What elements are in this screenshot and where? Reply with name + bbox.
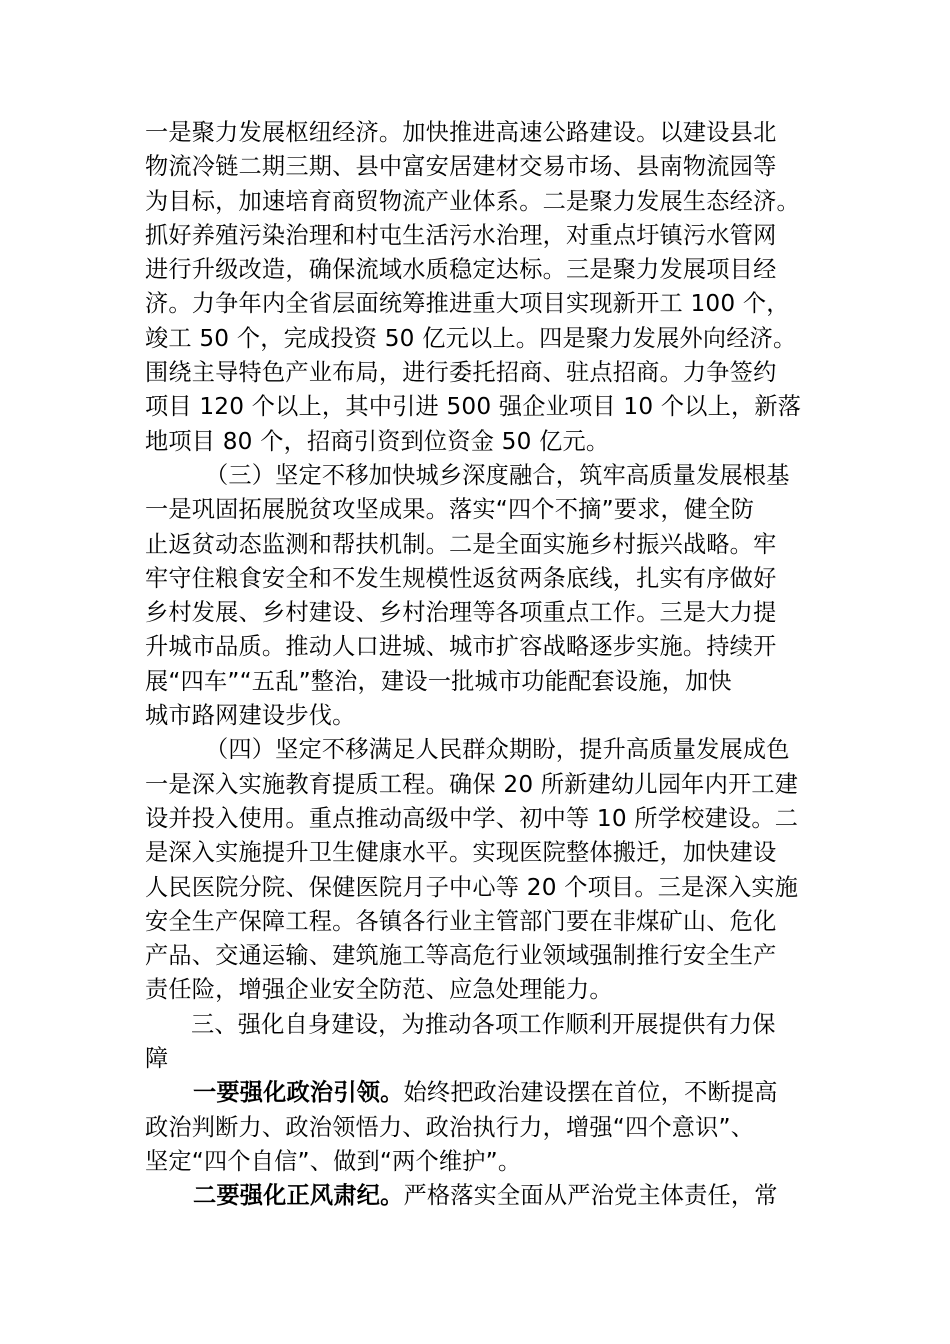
chapter-heading-3-cont: 障 [145, 1045, 169, 1073]
text-line-18: 城市路网建设步伐。 [145, 702, 356, 730]
text-line-8: 围绕主导特色产业布局，进行委托招商、驻点招商。力争签约 [145, 359, 777, 387]
text-line-25: 产品、交通运输、建筑施工等高危行业领域强制推行安全生产 [145, 942, 777, 970]
text-line-15: 乡村发展、乡村建设、乡村治理等各项重点工作。三是大力提 [145, 599, 777, 627]
text-line-17: 展“四车”“五乱”整治，建设一批城市功能配套设施，加快 [145, 667, 732, 695]
text-line-12: 一是巩固拓展脱贫攻坚成果。落实“四个不摘”要求，健全防 [145, 496, 755, 524]
text-line-32: 严格落实全面从严治党主体责任，常 [403, 1182, 778, 1210]
paragraph-political-leadership [145, 1076, 815, 1110]
text-line-9: 项目 120 个以上，其中引进 500 强企业项目 10 个以上，新落 [145, 393, 802, 421]
text-line-31: 坚定“四个自信”、做到“两个维护”。 [145, 1147, 522, 1175]
text-line-30: 政治判断力、政治领悟力、政治执行力，增强“四个意识”、 [145, 1113, 755, 1141]
text-line-4: 抓好养殖污染治理和村屯生活污水治理，对重点圩镇污水管网 [145, 221, 777, 249]
text-line-21: 设并投入使用。重点推动高级中学、初中等 10 所学校建设。二 [145, 804, 799, 832]
text-line-1: 一是聚力发展枢纽经济。加快推进高速公路建设。以建设县北 [145, 119, 777, 146]
text-line-16: 升城市品质。推动人口进城、城市扩容战略逐步实施。持续开 [145, 633, 777, 661]
text-line-3: 为目标，加速培育商贸物流产业体系。二是聚力发展生态经济。 [145, 187, 800, 215]
text-line-23: 人民医院分院、保健医院月子中心等 20 个项目。三是深入实施 [145, 873, 799, 901]
bold-lead-2: 二要强化正风肃纪。 [193, 1182, 404, 1210]
section-heading-4: （四）坚定不移满足人民群众期盼，提升高质量发展成色 [205, 736, 790, 764]
text-line-13: 止返贫动态监测和帮扶机制。二是全面实施乡村振兴战略。牢 [145, 530, 777, 558]
text-line-2: 物流冷链二期三期、县中富安居建材交易市场、县南物流园等 [145, 153, 777, 181]
text-line-10: 地项目 80 个，招商引资到位资金 50 亿元。 [145, 427, 610, 455]
paragraph-discipline [145, 1179, 815, 1213]
section-heading-3: （三）坚定不移加快城乡深度融合，筑牢高质量发展根基 [205, 461, 790, 489]
text-line-14: 牢守住粮食安全和不发生规模性返贫两条底线，扎实有序做好 [145, 564, 777, 592]
document-body [145, 116, 815, 1214]
text-line-6: 济。力争年内全省层面统筹推进重大项目实现新开工 100 个， [145, 290, 790, 318]
text-line-29: 始终把政治建设摆在首位，不断提高 [403, 1079, 778, 1107]
text-line-22: 是深入实施提升卫生健康水平。实现医院整体搬迁，加快建设 [145, 839, 777, 867]
bold-lead-1: 一要强化政治引领。 [193, 1079, 404, 1107]
chapter-heading-3: 三、强化自身建设，为推动各项工作顺利开展提供有力保 [191, 1010, 776, 1038]
text-line-26: 责任险，增强企业安全防范、应急处理能力。 [145, 976, 613, 1004]
text-line-7: 竣工 50 个，完成投资 50 亿元以上。四是聚力发展外向经济。 [145, 324, 797, 352]
text-line-5: 进行升级改造，确保流域水质稳定达标。三是聚力发展项目经 [145, 256, 777, 284]
text-line-20: 一是深入实施教育提质工程。确保 20 所新建幼儿园年内开工建 [145, 770, 799, 798]
text-line-24: 安全生产保障工程。各镇各行业主管部门要在非煤矿山、危化 [145, 907, 777, 935]
